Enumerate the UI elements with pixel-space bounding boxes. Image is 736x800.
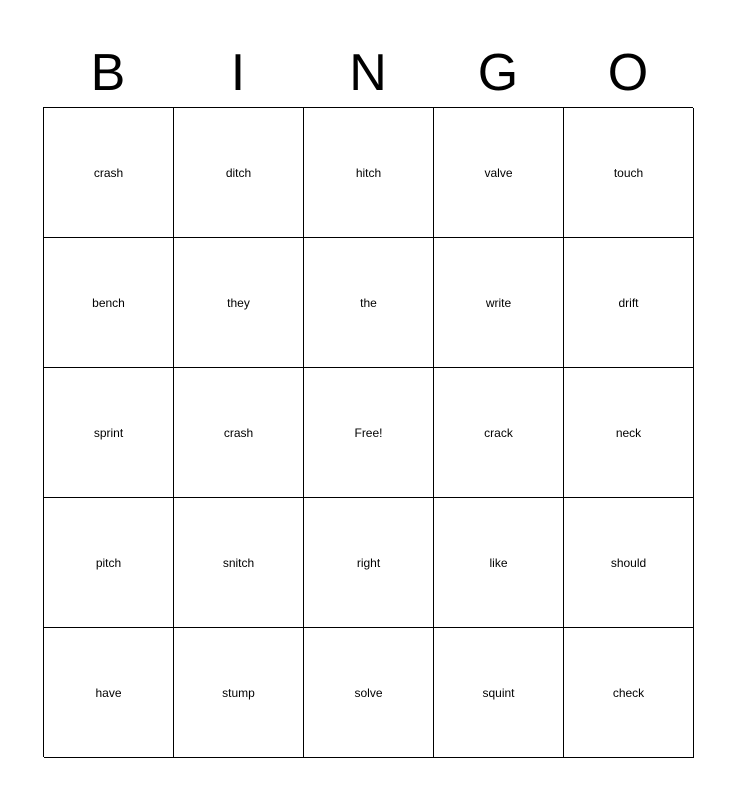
bingo-cell: crack <box>434 368 564 498</box>
header-letter-b: B <box>90 44 126 102</box>
bingo-cell: the <box>304 238 434 368</box>
bingo-cell: should <box>564 498 694 628</box>
header-letter-i: I <box>230 44 246 102</box>
bingo-cell: bench <box>44 238 174 368</box>
bingo-cell: stump <box>174 628 304 758</box>
bingo-cell: have <box>44 628 174 758</box>
bingo-cell-free-space: Free! <box>304 368 434 498</box>
bingo-cell: like <box>434 498 564 628</box>
bingo-cell: drift <box>564 238 694 368</box>
bingo-cell: pitch <box>44 498 174 628</box>
bingo-cell: touch <box>564 108 694 238</box>
bingo-cell: crash <box>174 368 304 498</box>
bingo-header <box>43 38 693 108</box>
bingo-cell: solve <box>304 628 434 758</box>
bingo-cell: they <box>174 238 304 368</box>
bingo-cell: write <box>434 238 564 368</box>
bingo-cell: check <box>564 628 694 758</box>
bingo-cell: sprint <box>44 368 174 498</box>
bingo-cell: squint <box>434 628 564 758</box>
bingo-cell: right <box>304 498 434 628</box>
bingo-board <box>43 107 693 757</box>
bingo-cell: crash <box>44 108 174 238</box>
bingo-cell: neck <box>564 368 694 498</box>
header-letter-o: O <box>607 44 649 102</box>
header-letter-g: G <box>477 44 519 102</box>
bingo-cell: ditch <box>174 108 304 238</box>
bingo-cell: valve <box>434 108 564 238</box>
bingo-cell: hitch <box>304 108 434 238</box>
header-letter-n: N <box>349 44 387 102</box>
bingo-cell: snitch <box>174 498 304 628</box>
